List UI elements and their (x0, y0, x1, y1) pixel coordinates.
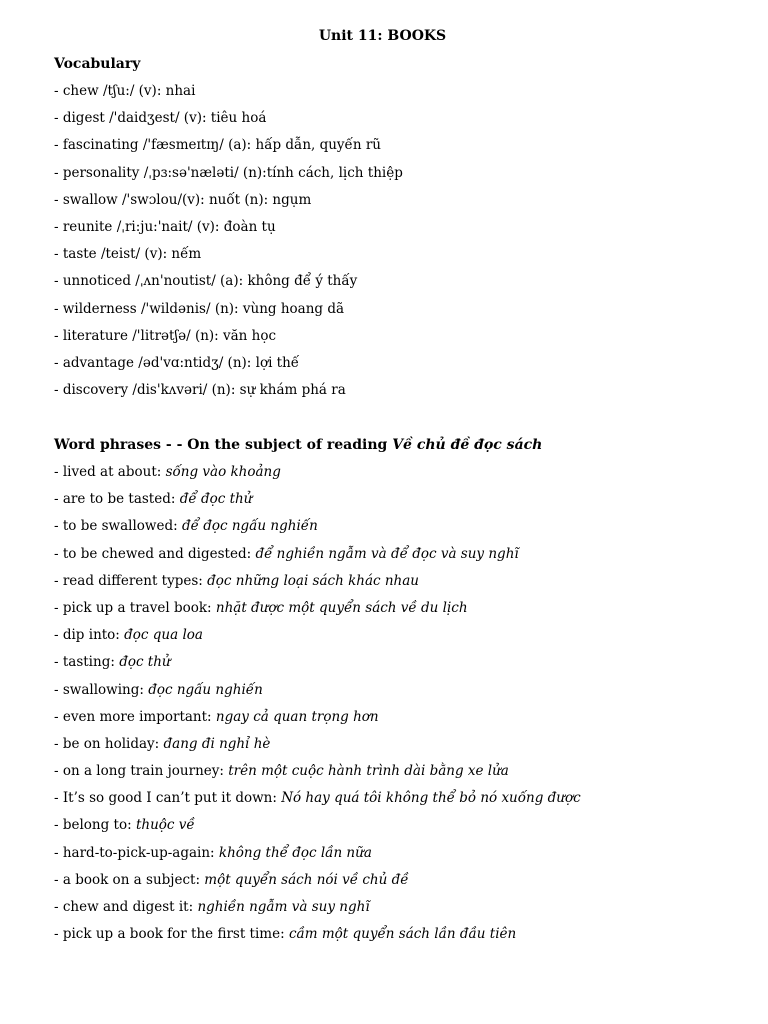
phrase-item (54, 789, 581, 816)
vocabulary-heading: Vocabulary (54, 56, 141, 72)
vocabulary-item: - discovery /dis'kʌvəri/ (n): sự khám phá ra (54, 382, 346, 399)
phrase-item (54, 653, 581, 680)
phrase-meaning: ngay cả quan trọng hơn (215, 708, 379, 725)
phrase-meaning: đọc thử (119, 654, 171, 671)
vocabulary-item: - chew /tʃu:/ (v): nhai (54, 83, 196, 99)
phrase-item (54, 517, 581, 544)
phrase-meaning: sống vào khoảng (165, 464, 281, 480)
phrase-item (54, 871, 581, 898)
phrase-term: - a book on a subject: (54, 871, 205, 888)
phrase-meaning: nghiền ngẫm và suy nghĩ (197, 899, 370, 915)
phrase-item (54, 545, 581, 572)
phrase-meaning: một quyển sách nói về chủ đề (204, 871, 409, 888)
phrase-term: - tasting: (54, 654, 120, 671)
phrase-term: - dip into: (54, 627, 125, 644)
phrase-item (54, 925, 581, 952)
vocabulary-item: - advantage /əd'vɑ:ntidʒ/ (n): lợi thế (54, 354, 300, 371)
phrase-meaning: đọc những loại sách khác nhau (207, 572, 419, 589)
phrase-meaning: đọc qua loa (124, 627, 203, 644)
phrase-term: - read different types: (54, 572, 208, 589)
phrase-meaning: để nghiền ngẫm và để đọc và suy nghĩ (255, 545, 519, 562)
phrase-term: - to be swallowed: (54, 518, 182, 535)
word-phrases-list (54, 463, 581, 952)
phrase-term: - belong to: (54, 817, 136, 834)
word-phrases-heading (54, 436, 542, 454)
phrase-item (54, 599, 581, 626)
vocabulary-item: - reunite /ˌri:ju:'nait/ (v): đoàn tụ (54, 218, 276, 235)
phrase-term: - swallowing: (54, 681, 149, 698)
vocabulary-item: - taste /teist/ (v): nếm (54, 246, 202, 263)
vocabulary-item: - personality /ˌpɜ:sə'næləti/ (n):tính cách, lịch thiệp (54, 164, 403, 181)
word-phrases-heading-italic: Về chủ đề đọc sách (392, 437, 543, 453)
vocabulary-item: - fascinating /'fæsmeɪtɪŋ/ (a): hấp dẫn, quyến rũ (54, 137, 381, 154)
phrase-term: - be on holiday: (54, 735, 164, 752)
phrase-meaning: để đọc ngấu nghiến (181, 518, 318, 535)
word-phrases-heading-text: Word phrases - - On the subject of reading (54, 437, 393, 453)
phrase-item (54, 898, 581, 925)
phrase-term: - It’s so good I can’t put it down: (54, 790, 282, 807)
phrase-item (54, 762, 581, 789)
phrase-item (54, 816, 581, 843)
phrase-term: - chew and digest it: (54, 899, 198, 915)
phrase-item (54, 626, 581, 653)
phrase-term: - hard-to-pick-up-again: (54, 844, 219, 861)
vocabulary-item: - wilderness /'wildənis/ (n): vùng hoang dã (54, 300, 345, 317)
vocabulary-item: - literature /'litrətʃə/ (n): văn học (54, 327, 277, 344)
vocabulary-item: - unnoticed /ˌʌn'noutist/ (a): không để ý thấy (54, 273, 358, 290)
phrase-item (54, 463, 581, 490)
vocabulary-list (54, 82, 403, 408)
phrase-meaning: trên một cuộc hành trình dài bằng xe lửa (228, 763, 509, 780)
phrase-term: - pick up a book for the first time: (54, 926, 289, 943)
vocabulary-item: - swallow /'swɔlou/(v): nuốt (n): ngụm (54, 191, 312, 208)
phrase-item (54, 708, 581, 735)
phrase-term: - even more important: (54, 708, 216, 725)
phrase-term: - are to be tasted: (54, 491, 180, 508)
phrase-item (54, 844, 581, 871)
phrase-meaning: thuộc về (135, 817, 195, 834)
phrase-meaning: để đọc thử (179, 491, 253, 508)
phrase-meaning: đang đi nghỉ hè (163, 735, 271, 752)
phrase-item (54, 490, 581, 517)
phrase-meaning: cầm một quyển sách lần đầu tiên (288, 926, 517, 943)
vocabulary-item: - digest /'daidʒest/ (v): tiêu hoá (54, 110, 267, 127)
phrase-term: - pick up a travel book: (54, 599, 216, 616)
phrase-meaning: Nó hay quá tôi không thể bỏ nó xuống được (281, 790, 581, 807)
phrase-item (54, 681, 581, 708)
phrase-meaning: không thể đọc lần nữa (218, 844, 372, 861)
phrase-term: - on a long train journey: (54, 763, 229, 780)
phrase-item (54, 735, 581, 762)
phrase-meaning: nhặt được một quyển sách về du lịch (215, 599, 468, 616)
phrase-meaning: đọc ngấu nghiến (148, 681, 263, 698)
phrase-term: - lived at about: (54, 464, 166, 480)
phrase-item (54, 572, 581, 599)
phrase-term: - to be chewed and digested: (54, 545, 256, 562)
page-title: Unit 11: BOOKS (318, 28, 447, 44)
